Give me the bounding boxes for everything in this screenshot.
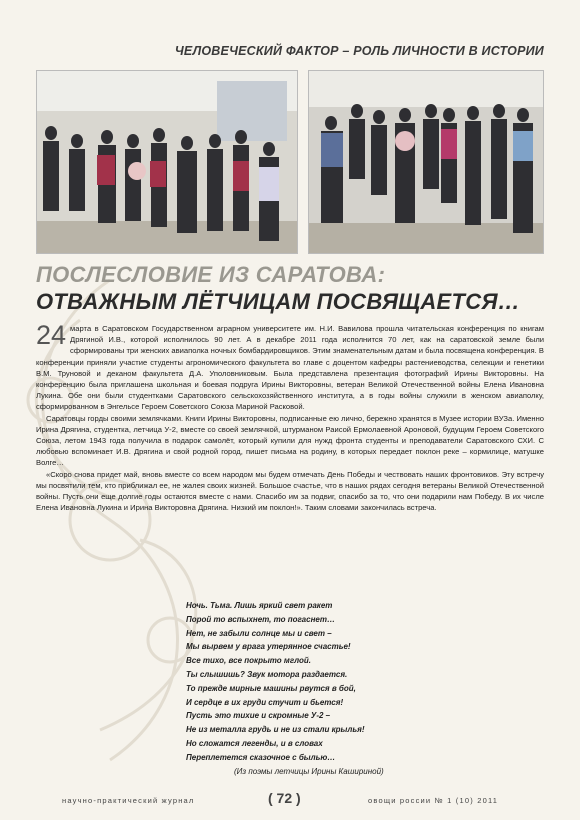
article-paragraph <box>36 320 544 413</box>
poem-line: Пусть это тихие и скромные У-2 – <box>186 711 331 721</box>
poem-line: Переплетется сказочное с былью… <box>186 752 336 762</box>
poem-line: И сердце в их груди стучит и бьется! <box>186 697 344 707</box>
poem-line: Порой то вспыхнет, то погаснет… <box>186 614 335 624</box>
group-photo-right <box>308 70 544 254</box>
journal-name: научно-практический журнал <box>62 796 195 805</box>
poem-source: (Из поэмы летчицы Ирины Кашириной) <box>234 766 384 776</box>
section-rubric: ЧЕЛОВЕЧЕСКИЙ ФАКТОР – РОЛЬ ЛИЧНОСТИ В ИСТОРИИ <box>174 44 544 58</box>
page-number: ( 72 ) <box>268 790 301 806</box>
article-paragraph: Саратовцы горды своими землячками. Книги Ирины Викторовны, подписанные ею лично, бережно хранятся в Музее истории ВУЗа. Именно Ирина Дрягина, студентка, летчица У-2, вместе со своей землячкой, штурманом Раисой Ермолаевной Ароновой, будущим Героем Советского Союза, летом 1943 года получила в подарок самолёт, который купили для нужд фронта студенты и преподаватели Саратовского СХИ. С любовью вспоминает И.В. Дрягина и свой родной город, пишет письма на родину, в которых передает поклон реке – кормилице, матушке Волге… <box>36 413 544 468</box>
page-footer <box>0 790 580 812</box>
poem-line: Все тихо, все покрыто мглой. <box>186 656 311 666</box>
poem-line: Нет, не забыли солнце мы и свет – <box>186 628 332 638</box>
article-paragraph: «Скоро снова придет май, вновь вместе со всем народом мы будем отмечать День Победы и чествовать наших фронтовиков. Эту встречу мы посвятили тем, кто приближал ее, не жалея своих жизней. Большое счастье, что в наших рядах сегодня ветераны Великой Отечественной войны. Пусть они еще долгие годы остаются вместе с нами. Спасибо им за подвиг, спасибо за то, что они подарили нам Победу. В их числе Елена Ивановна Лукина и Ирина Викторовна Дрягина. Низкий им поклон!». Таким словами закончилась встреча. <box>36 469 544 513</box>
poem <box>186 599 426 778</box>
poem-line: То прежде мирные машины рвутся в бой, <box>186 683 356 693</box>
article-body <box>36 320 544 513</box>
issue-info: овощи россии № 1 (10) 2011 <box>368 796 499 805</box>
group-photo-left <box>36 70 298 254</box>
poem-line: Ночь. Тьма. Лишь яркий свет ракет <box>186 601 333 610</box>
poem-line: Не из металла грудь и не из стали крылья! <box>186 725 365 735</box>
drop-cap: 24 <box>36 320 67 350</box>
article-paragraph-text: марта в Саратовском Государственном аграрном университете им. Н.И. Вавилова прошла читательская конференция по книгам Дрягиной И.В., которой исполнилось 90 лет. А в декабре 2011 года исполнится 70 лет, как на саратовской земле были сформированы три женских авиаполка ночных бомбардировщиков. Этим знаменательным датам и была посвящена конференция. В конференции приняли участие студенты агрономического факультета во главе с доцентом кафедры растениеводства, селекции и генетики В.М. Труновой и деканом факультета Д.А. Уполовниковым. Была представлена презентация фотографий Ирины Викторовны. На конференцию была приглашена школьная и боевая подруга Ирины Викторовны, ветеран Великой Отечественной войны Елена Ивановна Лукина. Обе они были студентками Саратовского сельскохозяйственного института, а в годы войны служили в женском авиаполку, сформированном в Энгельсе Героем Советского Союза Мариной Расковой. <box>36 324 544 412</box>
poem-line: Ты слышишь? Звук мотора раздается. <box>186 669 348 679</box>
poem-line: Но сложатся легенды, и в словах <box>186 738 323 748</box>
poem-line: Мы вырвем у врага утерянное счастье! <box>186 642 351 652</box>
headline-line-2: ОТВАЖНЫМ ЛЁТЧИЦАМ ПОСВЯЩАЕТСЯ… <box>36 289 521 314</box>
headline-line-1: ПОСЛЕСЛОВИЕ ИЗ САРАТОВА: <box>36 262 386 287</box>
